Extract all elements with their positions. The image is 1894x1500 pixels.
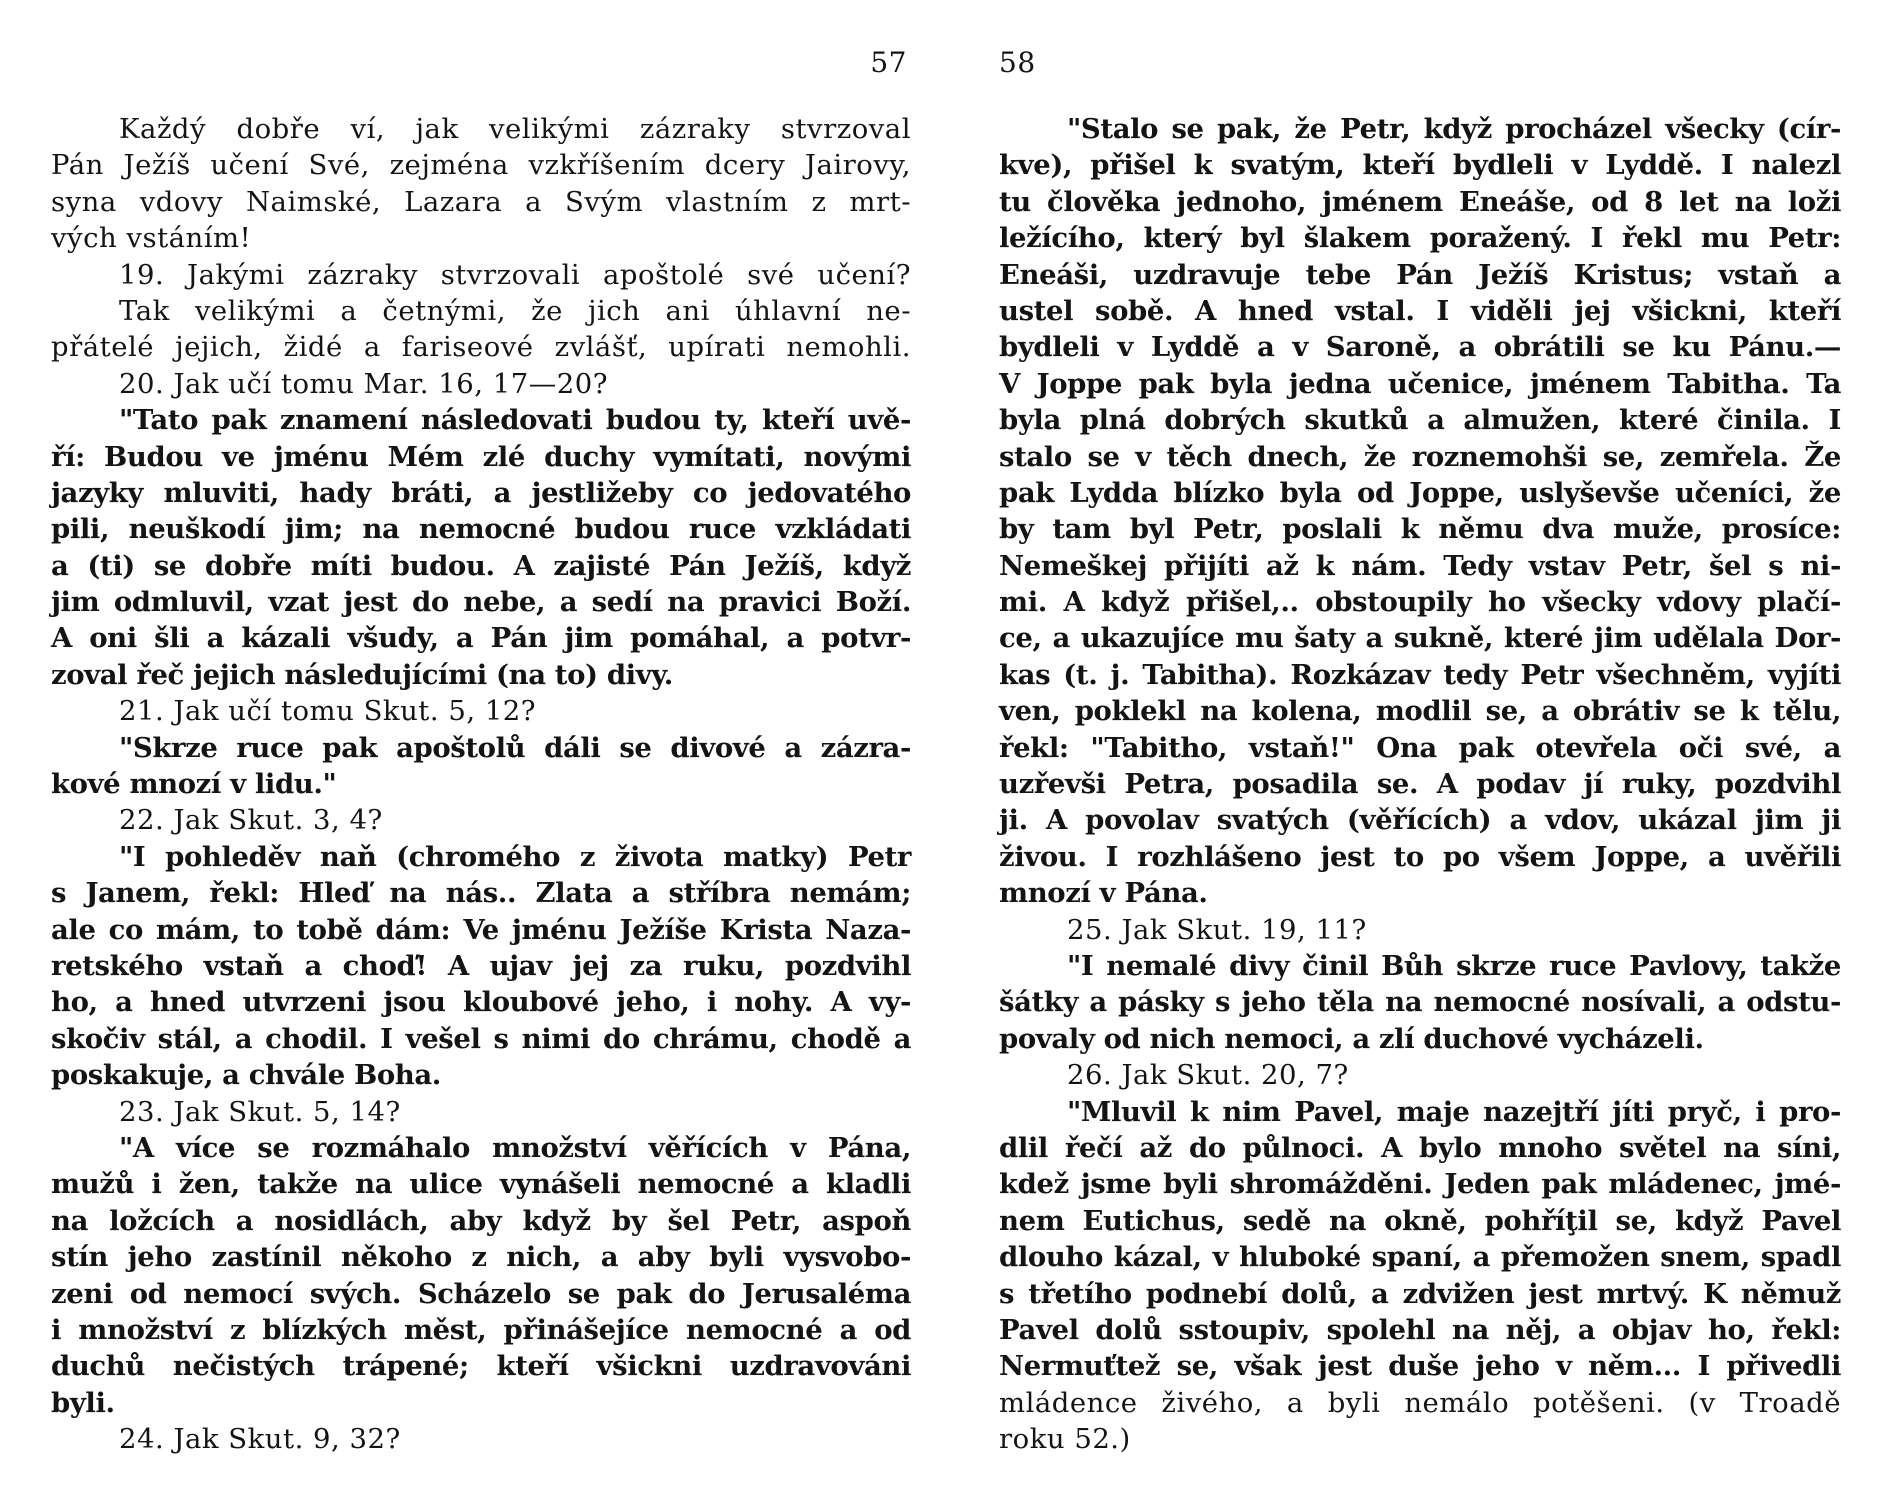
- text-line: živou. I rozhlášeno jest to po všem Joppe, a uvěřili: [999, 840, 1841, 873]
- text-line: V Joppe pak byla jedna učenice, jménem Tabitha. Ta: [999, 367, 1841, 400]
- text-line: skočiv stál, a chodil. I vešel s nimi do chrámu, chodě a: [51, 1022, 911, 1055]
- text-line: jim odmluvil, vzat jest do nebe, a sedí na pravici Boží.: [51, 586, 911, 619]
- text-line: 23. Jak Skut. 5, 14?: [119, 1095, 401, 1128]
- text-line: mnozí v Pána.: [999, 877, 1208, 910]
- text-line: mužů i žen, takže na ulice vynášeli nemocné a kladli: [51, 1168, 911, 1201]
- text-line: ven, poklekl na kolena, modlil se, a obrátiv se k tělu,: [999, 695, 1841, 728]
- text-line: stín jeho zastínil někoho z nich, a aby byli vysvobo-: [51, 1241, 911, 1274]
- text-line: šátky a pásky s jeho těla na nemocné nosívali, a odstu-: [999, 986, 1841, 1019]
- text-line: byli.: [51, 1386, 115, 1419]
- text-line: 22. Jak Skut. 3, 4?: [119, 804, 383, 837]
- text-line: "A více se rozmáhalo množství věřících v Pána,: [119, 1131, 911, 1164]
- text-line: s Janem, řekl: Hleď na nás.. Zlata a stříbra nemám;: [51, 877, 911, 910]
- text-line: 20. Jak učí tomu Mar. 16, 17—20?: [119, 367, 608, 400]
- text-line: ji. A povolav svatých (věřících) a vdov, ukázal jim ji: [999, 804, 1841, 837]
- text-line: na ložcích a nosidlách, aby když by šel Petr, aspoň: [51, 1204, 911, 1237]
- text-line: mládence živého, a byli nemálo potěšeni. (v Troadě: [999, 1386, 1841, 1419]
- text-line: dlouho kázal, v hluboké spaní, a přemožen snem, spadl: [999, 1241, 1841, 1274]
- text-line: "Skrze ruce pak apoštolů dáli se divové a zázra-: [119, 731, 911, 764]
- right-page: [947, 0, 1894, 1500]
- text-line: a (ti) se dobře míti budou. A zajisté Pán Ježíš, když: [51, 549, 911, 582]
- text-line: roku 52.): [999, 1423, 1131, 1456]
- text-line: i množství z blízkých měst, přinášejíce nemocné a od: [51, 1313, 911, 1346]
- text-line: syna vdovy Naimské, Lazara a Svým vlastním z mrt-: [51, 185, 911, 218]
- page-number: 57: [870, 46, 907, 79]
- text-line: poskakuje, a chvále Boha.: [51, 1059, 441, 1092]
- text-line: duchů nečistých trápené; kteří všickni uzdravováni: [51, 1350, 911, 1383]
- text-line: "Tato pak znamení následovati budou ty, kteří uvě-: [119, 404, 911, 437]
- text-line: ho, a hned utvrzeni jsou kloubové jeho, i nohy. A vy-: [51, 986, 911, 1019]
- text-line: "Mluvil k nim Pavel, maje nazejtří jíti pryč, i pro-: [1067, 1095, 1841, 1128]
- text-line: vých vstáním!: [51, 222, 252, 255]
- text-column: [51, 111, 911, 1457]
- text-line: "Stalo se pak, že Petr, když procházel všecky (cír-: [1067, 113, 1841, 145]
- text-line: Eneáši, uzdravuje tebe Pán Ježíš Kristus; vstaň a: [999, 258, 1841, 291]
- text-line: s třetího podnebí dolů, a zdvižen jest mrtvý. K němuž: [999, 1277, 1841, 1310]
- text-line: mi. A když přišel,.. obstoupily ho všecky vdovy plačí-: [999, 586, 1841, 619]
- text-line: "I nemalé divy činil Bůh skrze ruce Pavlovy, takže: [1067, 949, 1841, 982]
- text-line: 25. Jak Skut. 19, 11?: [1067, 913, 1367, 946]
- text-line: ale co mám, to tobě dám: Ve jménu Ježíše Krista Naza-: [51, 913, 911, 946]
- text-line: Pán Ježíš učení Své, zejména vzkříšením dcery Jairovy,: [51, 149, 911, 182]
- text-line: ležícího, který byl šlakem poražený. I řekl mu Petr:: [999, 222, 1841, 255]
- text-line: Nermuťtež se, však jest duše jeho v něm... I přivedli: [999, 1350, 1841, 1383]
- text-line: dlil řečí až do půlnoci. A bylo mnoho světel na síni,: [999, 1131, 1841, 1164]
- text-line: kas (t. j. Tabitha). Rozkázav tedy Petr všechněm, vyjíti: [999, 658, 1841, 691]
- text-line: pak Lydda blízko byla od Joppe, uslyševše učeníci, že: [999, 476, 1841, 509]
- text-line: stalo se v těch dnech, že roznemohši se, zemřela. Že: [999, 440, 1841, 473]
- text-line: kové mnozí v lidu.": [51, 768, 337, 801]
- text-line: uzřevši Petra, posadila se. A podav jí ruky, pozdvihl: [999, 768, 1841, 801]
- text-line: ustel sobě. A hned vstal. I viděli jej všickni, kteří: [999, 294, 1841, 327]
- text-line: jazyky mluviti, hady bráti, a jestližeby co jedovatého: [51, 476, 911, 509]
- text-line: pili, neuškodí jim; na nemocné budou ruce vzkládati: [51, 513, 911, 546]
- text-line: by tam byl Petr, poslali k němu dva muže, prosíce:: [999, 513, 1841, 546]
- text-line: kdež jsme byli shromážděni. Jeden pak mládenec, jmé-: [999, 1168, 1841, 1201]
- text-line: ří: Budou ve jménu Mém zlé duchy vymítati, novými: [51, 440, 911, 473]
- text-line: ce, a ukazujíce mu šaty a sukně, které jim udělala Dor-: [999, 622, 1841, 655]
- page-number: 58: [999, 46, 1036, 79]
- text-line: "I pohleděv naň (chromého z života matky) Petr: [119, 840, 911, 873]
- text-line: bydleli v Lyddě a v Saroně, a obrátili se ku Pánu.—: [999, 331, 1841, 364]
- text-line: retského vstaň a choď! A ujav jej za ruku, pozdvihl: [51, 949, 911, 982]
- text-line: přátelé jejich, židé a fariseové zvlášť, upírati nemohli.: [51, 331, 911, 364]
- text-line: zeni od nemocí svých. Scházelo se pak do Jerusaléma: [51, 1277, 911, 1310]
- text-line: Nemeškej přijíti až k nám. Tedy vstav Petr, šel s ni-: [999, 549, 1841, 582]
- text-line: Každý dobře ví, jak velikými zázraky stvrzoval: [119, 113, 911, 145]
- text-line: 26. Jak Skut. 20, 7?: [1067, 1059, 1349, 1092]
- text-line: byla plná dobrých skutků a almužen, které činila. I: [999, 404, 1841, 437]
- text-line: Tak velikými a četnými, že jich ani úhlavní ne-: [119, 294, 911, 327]
- text-line: řekl: "Tabitho, vstaň!" Ona pak otevřela oči své, a: [999, 731, 1841, 764]
- text-line: zoval řeč jejich následujícími (na to) divy.: [51, 658, 673, 691]
- text-column: [999, 111, 1841, 1457]
- text-line: povaly od nich nemoci, a zlí duchové vycházeli.: [999, 1022, 1704, 1055]
- text-line: 19. Jakými zázraky stvrzovali apoštolé své učení?: [119, 258, 911, 291]
- text-line: A oni šli a kázali všudy, a Pán jim pomáhal, a potvr-: [51, 622, 911, 655]
- text-line: tu člověka jednoho, jménem Eneáše, od 8 let na loži: [999, 185, 1841, 218]
- text-line: nem Eutichus, sedě na okně, pohříţil se, když Pavel: [999, 1204, 1841, 1237]
- text-line: 21. Jak učí tomu Skut. 5, 12?: [119, 695, 537, 728]
- text-line: kve), přišel k svatým, kteří bydleli v Lyddě. I nalezl: [999, 149, 1841, 182]
- text-line: Pavel dolů sstoupiv, spolehl na něj, a objav ho, řekl:: [999, 1313, 1841, 1346]
- text-line: 24. Jak Skut. 9, 32?: [119, 1423, 401, 1456]
